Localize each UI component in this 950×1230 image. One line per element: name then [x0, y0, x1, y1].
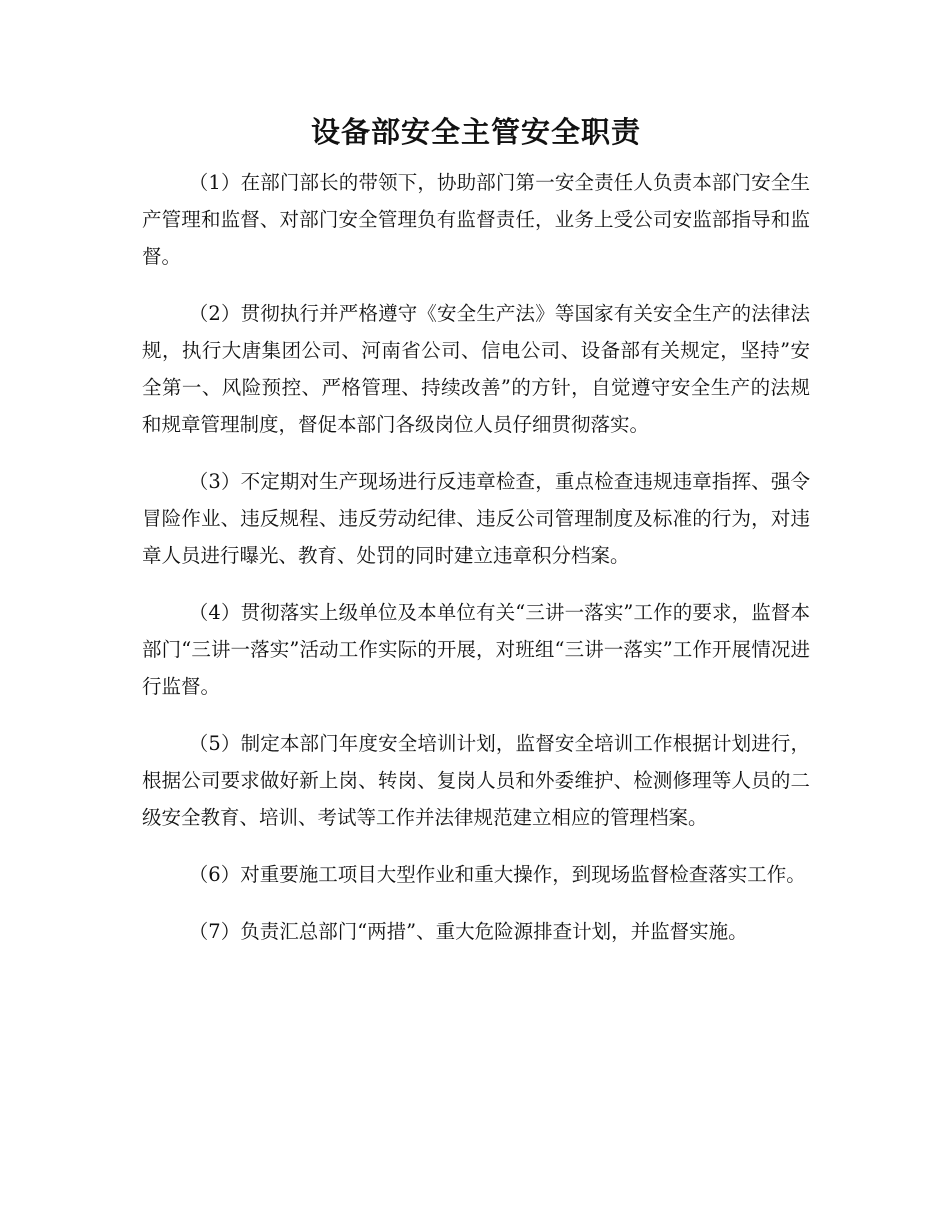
duty-paragraph-7: （7）负责汇总部门“两措”、重大危险源排查计划，并监督实施。 [188, 920, 748, 943]
duty-paragraph-2: （2）贯彻执行并严格遵守《安全生产法》等国家有关安全生产的法律法规，执行大唐集团公司、河南省公司、信电公司、设备部有关规定，坚持”安全第一、风险预控、严格管理、持续改善”的方针，自觉遵守安全生产的法规和规章管理制度，督促本部门各级岗位人员仔细贯彻落实。 [142, 302, 810, 436]
document-page [142, 112, 810, 970]
document-title: 设备部安全主管安全职责 [310, 115, 641, 149]
duty-paragraph-4: （4）贯彻落实上级单位及本单位有关“三讲一落实”工作的要求，监督本部门“三讲一落实”活动工作实际的开展，对班组“三讲一落实”工作开展情况进行监督。 [142, 601, 810, 698]
duty-paragraph-3: （3）不定期对生产现场进行反违章检查，重点检查违规违章指挥、强令冒险作业、违反规程、违反劳动纪律、违反公司管理制度及标准的行为，对违章人员进行曝光、教育、处罚的同时建立违章积分档案。 [142, 470, 810, 567]
duty-paragraph-6: （6）对重要施工项目大型作业和重大操作，到现场监督检查落实工作。 [188, 863, 806, 886]
duty-paragraph-1: （1）在部门部长的带领下，协助部门第一安全责任人负责本部门安全生产管理和监督、对部门安全管理负有监督责任，业务上受公司安监部指导和监督。 [142, 171, 810, 268]
duty-paragraph-5: （5）制定本部门年度安全培训计划，监督安全培训工作根据计划进行，根据公司要求做好新上岗、转岗、复岗人员和外委维护、检测修理等人员的二级安全教育、培训、考试等工作并法律规范建立相应的管理档案。 [142, 732, 810, 829]
